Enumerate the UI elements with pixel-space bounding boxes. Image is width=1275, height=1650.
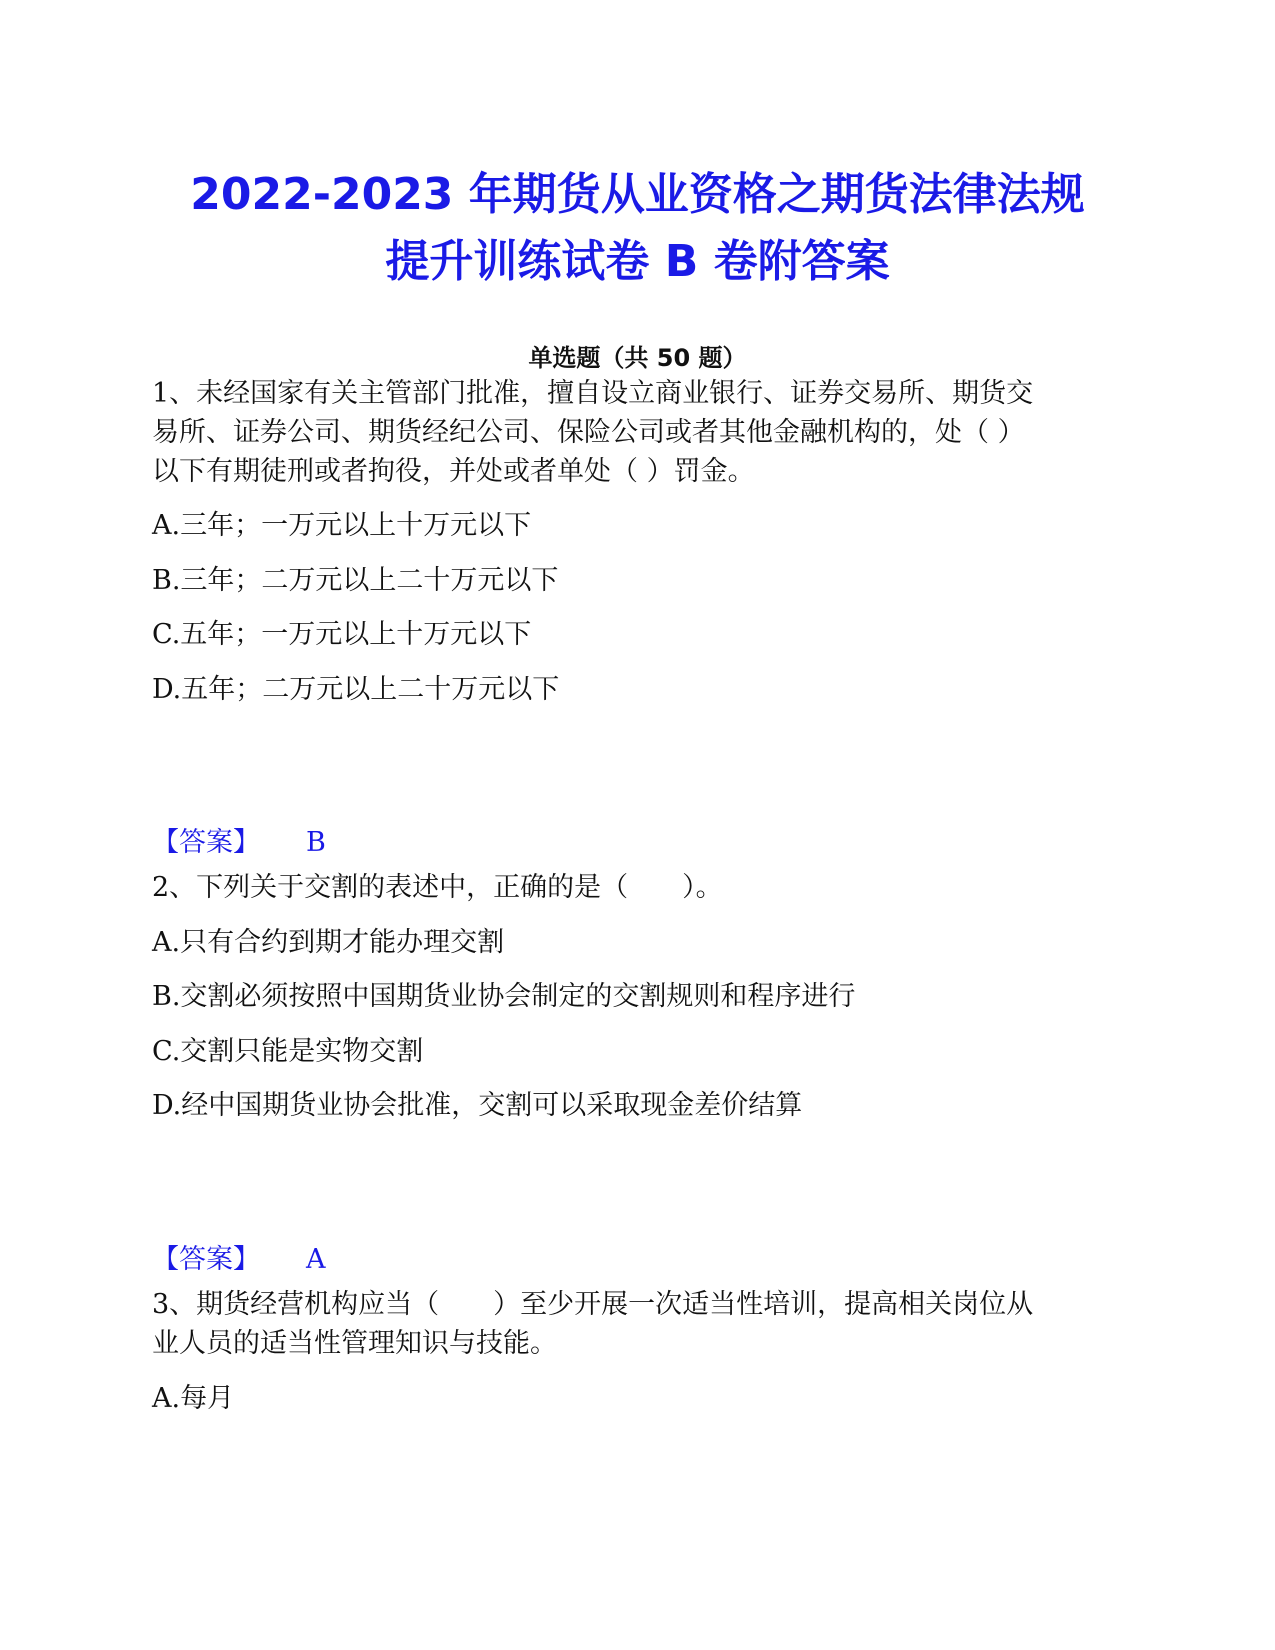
question-3-stem-line-2: 业人员的适当性管理知识与技能。 — [152, 1328, 557, 1359]
question-2-option-c: C.交割只能是实物交割 — [152, 1036, 424, 1067]
question-2-option-b: B.交割必须按照中国期货业协会制定的交割规则和程序进行 — [152, 981, 856, 1012]
question-1-option-d: D.五年；二万元以上二十万元以下 — [152, 674, 560, 705]
answer-value: A — [306, 1244, 326, 1275]
question-3-stem-line-1: 3、期货经营机构应当（ ）至少开展一次适当性培训，提高相关岗位从 — [152, 1289, 1034, 1320]
answer-label: 【答案】 — [152, 1244, 260, 1275]
question-2-stem-line-1: 2、下列关于交割的表述中，正确的是（ ）。 — [152, 872, 723, 903]
question-3-option-a: A.每月 — [152, 1383, 235, 1414]
question-1-stem-line-2: 易所、证券公司、期货经纪公司、保险公司或者其他金融机构的，处（ ） — [152, 417, 1025, 448]
answer-value: B — [306, 827, 326, 858]
question-1-option-b: B.三年；二万元以上二十万元以下 — [152, 565, 559, 596]
document-title-line-1: 2022-2023 年期货从业资格之期货法律法规 — [190, 169, 1085, 220]
question-1-option-c: C.五年；一万元以上十万元以下 — [152, 619, 532, 650]
question-2-answer — [152, 1237, 326, 1276]
answer-label: 【答案】 — [152, 827, 260, 858]
question-1-stem-line-3: 以下有期徒刑或者拘役，并处或者单处（ ）罚金。 — [152, 456, 755, 487]
question-2-option-d: D.经中国期货业协会批准，交割可以采取现金差价结算 — [152, 1090, 803, 1121]
question-1-option-a: A.三年；一万元以上十万元以下 — [152, 510, 532, 541]
section-heading: 单选题（共 50 题） — [528, 344, 747, 372]
question-1-stem-line-1: 1、未经国家有关主管部门批准，擅自设立商业银行、证券交易所、期货交 — [152, 378, 1034, 409]
document-title-line-2: 提升训练试卷 B 卷附答案 — [385, 236, 890, 287]
question-1-answer — [152, 820, 326, 859]
question-2-option-a: A.只有合约到期才能办理交割 — [152, 927, 505, 958]
